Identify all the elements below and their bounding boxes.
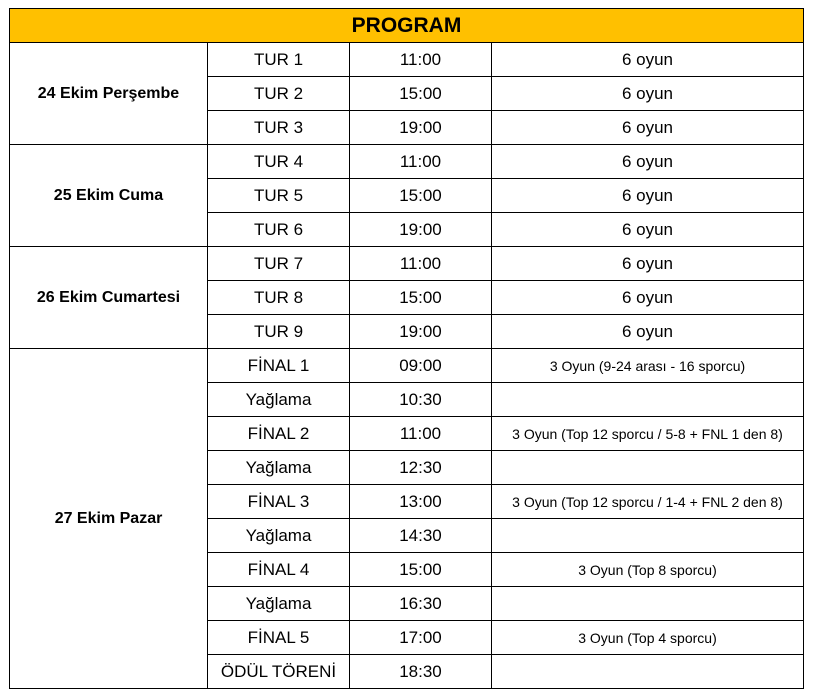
day-label: 25 Ekim Cuma: [10, 145, 208, 247]
time-cell: 10:30: [350, 383, 492, 417]
day-label: 24 Ekim Perşembe: [10, 43, 208, 145]
note-cell: 3 Oyun (Top 4 sporcu): [492, 621, 804, 655]
round-cell: Yağlama: [208, 451, 350, 485]
note-cell: 6 oyun: [492, 315, 804, 349]
round-cell: TUR 3: [208, 111, 350, 145]
note-cell: [492, 451, 804, 485]
time-cell: 19:00: [350, 111, 492, 145]
time-cell: 11:00: [350, 145, 492, 179]
note-cell: [492, 519, 804, 553]
time-cell: 12:30: [350, 451, 492, 485]
day-label: 27 Ekim Pazar: [10, 349, 208, 689]
note-cell: 6 oyun: [492, 145, 804, 179]
round-cell: TUR 8: [208, 281, 350, 315]
round-cell: Yağlama: [208, 383, 350, 417]
title-row: [10, 9, 804, 43]
time-cell: 16:30: [350, 587, 492, 621]
note-cell: [492, 655, 804, 689]
time-cell: 18:30: [350, 655, 492, 689]
note-cell: [492, 383, 804, 417]
day-label: 26 Ekim Cumartesi: [10, 247, 208, 349]
round-cell: FİNAL 3: [208, 485, 350, 519]
round-cell: FİNAL 1: [208, 349, 350, 383]
schedule-row: [10, 145, 804, 179]
round-cell: TUR 2: [208, 77, 350, 111]
time-cell: 15:00: [350, 77, 492, 111]
time-cell: 15:00: [350, 553, 492, 587]
time-cell: 11:00: [350, 417, 492, 451]
time-cell: 14:30: [350, 519, 492, 553]
program-table: [9, 8, 804, 689]
note-cell: 6 oyun: [492, 281, 804, 315]
note-cell: 6 oyun: [492, 247, 804, 281]
round-cell: FİNAL 4: [208, 553, 350, 587]
time-cell: 15:00: [350, 281, 492, 315]
time-cell: 09:00: [350, 349, 492, 383]
schedule-row: [10, 43, 804, 77]
round-cell: TUR 4: [208, 145, 350, 179]
time-cell: 17:00: [350, 621, 492, 655]
round-cell: TUR 9: [208, 315, 350, 349]
round-cell: TUR 5: [208, 179, 350, 213]
program-title: PROGRAM: [10, 9, 804, 43]
note-cell: 3 Oyun (Top 12 sporcu / 1-4 + FNL 2 den 8): [492, 485, 804, 519]
round-cell: TUR 7: [208, 247, 350, 281]
note-cell: 6 oyun: [492, 213, 804, 247]
time-cell: 19:00: [350, 315, 492, 349]
round-cell: TUR 1: [208, 43, 350, 77]
note-cell: 3 Oyun (9-24 arası - 16 sporcu): [492, 349, 804, 383]
schedule-row: [10, 349, 804, 383]
note-cell: 6 oyun: [492, 77, 804, 111]
note-cell: 6 oyun: [492, 179, 804, 213]
time-cell: 11:00: [350, 43, 492, 77]
note-cell: 3 Oyun (Top 12 sporcu / 5-8 + FNL 1 den 8): [492, 417, 804, 451]
note-cell: [492, 587, 804, 621]
round-cell: FİNAL 2: [208, 417, 350, 451]
round-cell: ÖDÜL TÖRENİ: [208, 655, 350, 689]
time-cell: 11:00: [350, 247, 492, 281]
time-cell: 19:00: [350, 213, 492, 247]
program-body: [10, 9, 804, 689]
round-cell: Yağlama: [208, 587, 350, 621]
note-cell: 6 oyun: [492, 111, 804, 145]
schedule-row: [10, 247, 804, 281]
round-cell: Yağlama: [208, 519, 350, 553]
time-cell: 13:00: [350, 485, 492, 519]
round-cell: TUR 6: [208, 213, 350, 247]
round-cell: FİNAL 5: [208, 621, 350, 655]
note-cell: 3 Oyun (Top 8 sporcu): [492, 553, 804, 587]
note-cell: 6 oyun: [492, 43, 804, 77]
time-cell: 15:00: [350, 179, 492, 213]
